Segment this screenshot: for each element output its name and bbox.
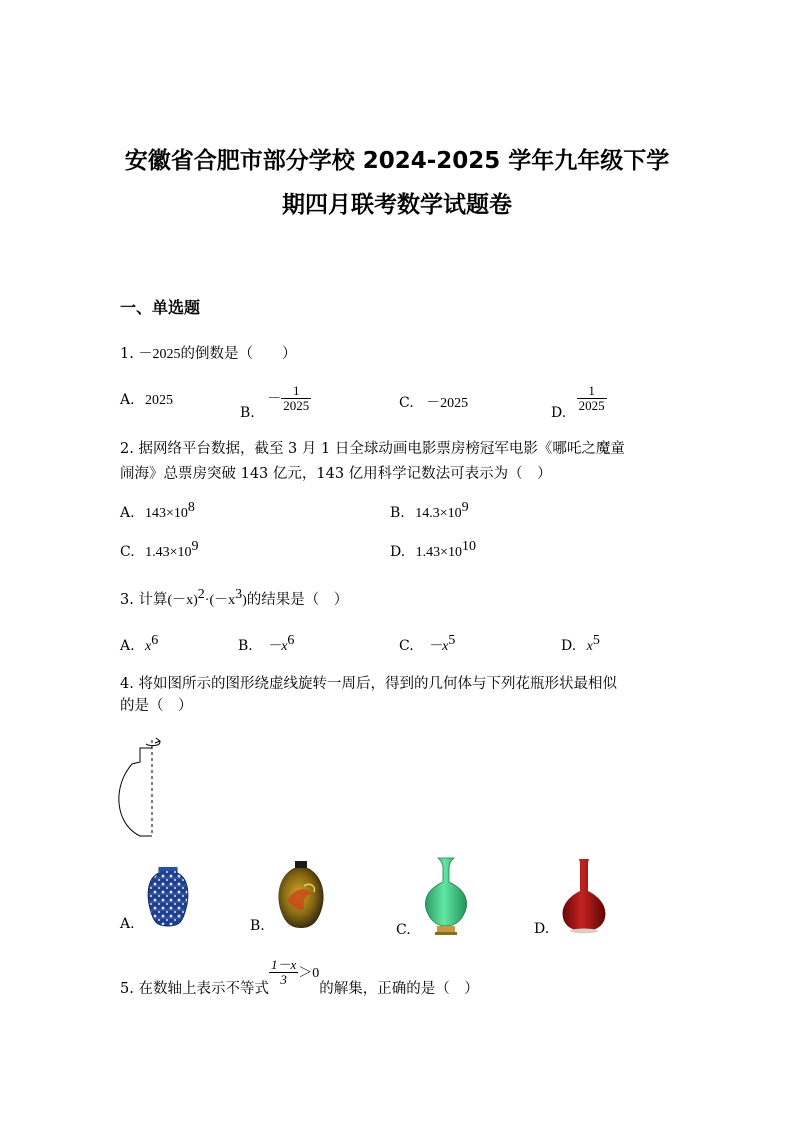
option-d xyxy=(561,633,600,655)
option-label: D. xyxy=(551,404,567,421)
question-text: 计算 xyxy=(138,592,168,608)
exponent: 9 xyxy=(191,539,199,554)
option-label: A. xyxy=(120,505,135,521)
exponent: 5 xyxy=(448,633,456,648)
question-2-line1 xyxy=(120,437,625,458)
question-text: 的结果是（ ） xyxy=(246,592,349,608)
exponent: 6 xyxy=(151,633,159,648)
option-value: x xyxy=(586,639,593,654)
option-a xyxy=(120,500,195,522)
question-2-line2: 闹海》总票房突破 143 亿元，143 亿用科学记数法可表示为（ ） xyxy=(120,466,552,482)
section-heading: 一、单选题 xyxy=(120,298,201,317)
question-number: 4. xyxy=(120,676,134,692)
option-value: －x xyxy=(267,639,288,654)
question-4-line1 xyxy=(120,672,617,693)
question-3 xyxy=(120,587,348,609)
question-4-line2: 的是（ ） xyxy=(120,698,193,714)
option-value: －x xyxy=(428,639,449,654)
question-number: 3. xyxy=(120,592,134,608)
option-c xyxy=(399,633,455,655)
option-label: B. xyxy=(390,505,405,521)
question-number: 1. xyxy=(120,346,134,362)
option-label: D. xyxy=(561,638,577,654)
option-a-label: A. xyxy=(120,916,135,932)
option-b xyxy=(390,500,469,522)
fraction-numerator: 1 xyxy=(577,384,607,399)
option-b-label: B. xyxy=(250,918,265,934)
vase-d-image xyxy=(558,857,610,935)
option-value: 143×10 xyxy=(145,506,188,521)
math-expression: ·(－x xyxy=(204,593,236,608)
option-label: D. xyxy=(390,544,406,560)
option-label: C. xyxy=(399,638,414,654)
arrow-head-icon xyxy=(155,738,160,743)
fraction xyxy=(269,958,298,987)
exponent: 8 xyxy=(187,500,195,515)
option-value: 1.43×10 xyxy=(145,545,192,560)
vase-c-image xyxy=(420,856,472,936)
fraction-denominator: 3 xyxy=(280,972,287,987)
inequality-sign: ＞0 xyxy=(298,965,320,981)
option-label: C. xyxy=(120,544,135,560)
option-a xyxy=(120,392,173,409)
option-value: －2025 xyxy=(426,396,469,411)
option-label: C. xyxy=(399,395,414,411)
option-c xyxy=(120,539,199,561)
option-label: A. xyxy=(120,392,135,408)
question-number: 5. xyxy=(120,980,134,997)
question-text: 据网络平台数据，截至 3 月 1 日全球动画电影票房榜冠军电影《哪吒之魔童 xyxy=(138,441,625,457)
question-text: 的倒数是（ ） xyxy=(180,346,297,362)
fraction xyxy=(281,384,311,413)
exponent: 2 xyxy=(197,587,205,602)
option-b xyxy=(238,633,294,655)
fraction-denominator: 2025 xyxy=(578,398,605,413)
option-a xyxy=(120,633,158,655)
option-value: 2025 xyxy=(145,393,174,408)
exponent: 5 xyxy=(592,633,600,648)
option-label: A. xyxy=(120,638,135,654)
math-expression: (－x) xyxy=(167,593,198,608)
page-title-line1: 安徽省合肥市部分学校 2024-2025 学年九年级下学 xyxy=(124,148,670,174)
fraction-denominator: 2025 xyxy=(283,398,310,413)
exponent: 9 xyxy=(461,500,469,515)
rotation-figure xyxy=(110,732,170,840)
exponent: 10 xyxy=(462,539,477,554)
option-value: 1.43×10 xyxy=(415,545,463,560)
option-d-label: D. xyxy=(534,921,550,937)
option-d xyxy=(390,539,476,561)
math-expression: ) xyxy=(242,593,247,608)
exponent: 6 xyxy=(287,633,295,648)
question-1 xyxy=(120,342,296,363)
option-b xyxy=(240,383,311,421)
fraction-numerator: 1 xyxy=(281,384,311,399)
question-5 xyxy=(120,957,479,997)
option-label: B. xyxy=(240,404,255,421)
option-value: 14.3×10 xyxy=(415,506,462,521)
fraction xyxy=(577,384,607,413)
option-value: x xyxy=(145,639,152,654)
question-text: 将如图所示的图形绕虚线旋转一周后，得到的几何体与下列花瓶形状最相似 xyxy=(138,676,617,692)
fraction-numerator: 1－x xyxy=(270,957,297,972)
option-c xyxy=(399,392,468,412)
vase-b-image xyxy=(274,860,328,930)
page-title-line2: 期四月联考数学试题卷 xyxy=(282,192,512,218)
option-sign: － xyxy=(267,391,282,407)
question-text: 在数轴上表示不等式 xyxy=(138,980,269,997)
option-c-label: C. xyxy=(396,922,411,938)
vase-a-image xyxy=(145,866,191,928)
option-label: B. xyxy=(238,638,253,654)
math-expression: －2025 xyxy=(138,347,181,362)
exponent: 3 xyxy=(235,587,243,602)
profile-curve xyxy=(119,748,152,836)
question-number: 2. xyxy=(120,441,134,457)
question-text: 的解集，正确的是（ ） xyxy=(319,980,479,997)
option-d xyxy=(551,383,607,421)
